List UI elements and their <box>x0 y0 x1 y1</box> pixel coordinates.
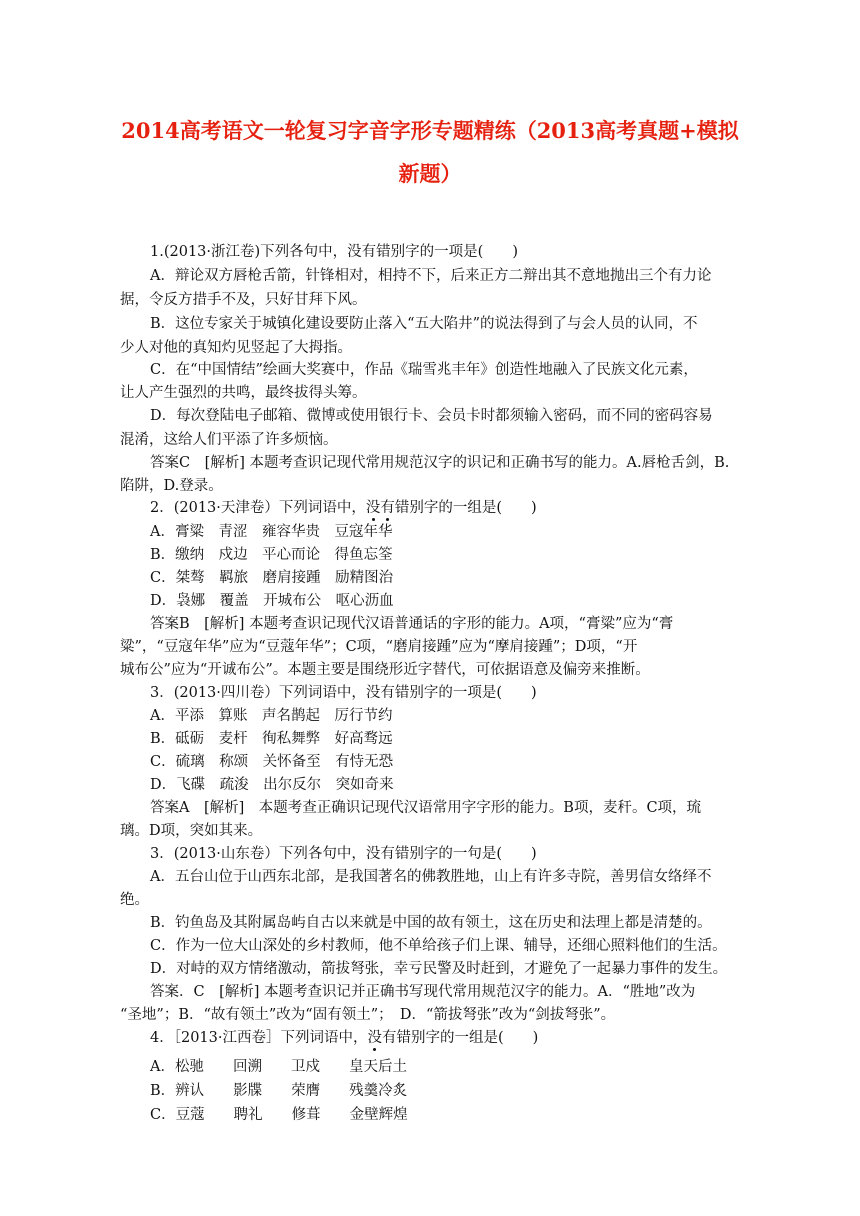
q1-option-b-cont: 少人对他的真知灼见竖起了大拇指。 <box>120 340 352 356</box>
q3b-option-d: D．对峙的双方情绪激动，箭拔弩张，幸亏民警及时赶到，才避免了一起暴力事件的发生。 <box>150 961 728 977</box>
q1-option-a: A．辩论双方唇枪舌箭，针锋相对，相持不下，后来正方二辩出其不意地抛出三个有力论 <box>150 268 712 284</box>
q1-stem: 1.(2013·浙江卷)下列各句中，没有错别字的一项是( ) <box>150 244 518 260</box>
q1-option-a-cont: 据，令反方措手不及，只好甘拜下风。 <box>120 292 367 308</box>
q1-option-d: D．每次登陆电子邮箱、微博或使用银行卡、会员卡时都须输入密码，而不同的密码容易 <box>150 408 713 424</box>
q3b-answer: 答案．C [解析] 本题考查识记并正确书写现代常用规范汉字的能力。A．“胜地”改为 <box>150 984 696 1000</box>
q3b-stem: 3．(2013·山东卷）下列各句中，没有错别字的一句是( ) <box>150 846 537 862</box>
q2-stem: 2．(2013·天津卷）下列词语中，没有错别字的一组是( ) <box>150 500 537 516</box>
q3b-answer-cont: “圣地”；B．“故有领土”改为“固有领土”； D．“箭拔弩张”改为“剑拔弩张”。 <box>120 1007 616 1023</box>
emphasis-dot-char: 没 <box>367 1030 382 1046</box>
q4-option-b: B．辨认 影牒 荣膺 残羹冷炙 <box>150 1083 408 1099</box>
q2-option-c: C．桀骜 羁旅 磨肩接踵 励精图治 <box>150 570 394 586</box>
q3-option-c: C．硫璃 称颂 关怀备至 有恃无恐 <box>150 754 394 770</box>
q1-answer-cont: 陷阱，D.登录。 <box>120 478 223 494</box>
q3b-option-a: A．五台山位于山西东北部，是我国著名的佛教胜地，山上有许多寺院，善男信女络绎不 <box>150 869 712 885</box>
q2-answer: 答案B [解析] 本题考查识记现代汉语普通话的字形的能力。A项，“膏粱”应为“膏 <box>150 616 674 632</box>
q4-option-c: C．豆蔻 聘礼 修葺 金壁辉煌 <box>150 1107 408 1123</box>
q3-option-a: A．平添 算账 声名鹊起 厉行节约 <box>150 708 393 724</box>
q2-option-b: B．缴纳 戍边 平心而论 得鱼忘筌 <box>150 547 393 563</box>
document-title-line-2: 新题） <box>398 161 462 186</box>
q3-answer-cont: 璃。D项，突如其来。 <box>120 823 263 839</box>
document-title-line-1: 2014高考语文一轮复习字音字形专题精练（2013高考真题+模拟 <box>121 118 739 143</box>
q1-option-c: C．在“中国情结”绘画大奖赛中，作品《瑞雪兆丰年》创造性地融入了民族文化元素， <box>150 362 698 378</box>
q1-option-d-cont: 混淆，这给人们平添了许多烦恼。 <box>120 432 338 448</box>
q2-answer-cont-1: 粱”，“豆寇年华”应为“豆蔻年华”；C项，“磨肩接踵”应为“摩肩接踵”；D项，“开 <box>120 639 638 655</box>
q2-option-d: D．袅娜 覆盖 开城布公 呕心沥血 <box>150 593 394 609</box>
q1-answer: 答案C [解析] 本题考查识记现代常用规范汉字的识记和正确书写的能力。A.唇枪舌剑，B. <box>150 455 730 471</box>
q3-answer: 答案A [解析] 本题考查正确识记现代汉语常用字字形的能力。B项，麦秆。C项，琉 <box>150 800 702 816</box>
q1-option-b: B．这位专家关于城镇化建设要防止落入“五大陷井”的说法得到了与会人员的认同，不 <box>150 316 698 332</box>
q4-stem: 4．［2013·江西卷］下列词语中，没有错别字的一组是( ) <box>150 1030 539 1046</box>
q2-answer-cont-2: 城布公”应为“开诚布公”。本题主要是围绕形近字替代，可依据语意及偏旁来推断。 <box>120 662 650 678</box>
q1-option-c-cont: 让人产生强烈的共鸣，最终拔得头筹。 <box>120 385 367 401</box>
emphasis-dot-char: 有 <box>380 500 395 516</box>
q2-option-a: A．膏粱 青涩 雍容华贵 豆寇年华 <box>150 524 393 540</box>
emphasis-dot-char: 没 <box>365 500 381 516</box>
q3-stem: 3．(2013·四川卷）下列词语中，没有错别字的一项是( ) <box>150 685 537 701</box>
q3b-option-a-cont: 绝。 <box>120 892 149 908</box>
q4-option-a: A．松驰 回溯 卫戍 皇天后土 <box>150 1059 407 1075</box>
q3-option-b: B．砥砺 麦杆 徇私舞弊 好高骛远 <box>150 731 393 747</box>
q3-option-d: D．飞碟 疏浚 出尔反尔 突如奇来 <box>150 777 394 793</box>
q3b-option-b: B．钓鱼岛及其附属岛屿自古以来就是中国的故有领土，这在历史和法理上都是清楚的。 <box>150 915 712 931</box>
q3b-option-c: C．作为一位大山深处的乡村教师，他不单给孩子们上课、辅导，还细心照料他们的生活。 <box>150 938 727 954</box>
